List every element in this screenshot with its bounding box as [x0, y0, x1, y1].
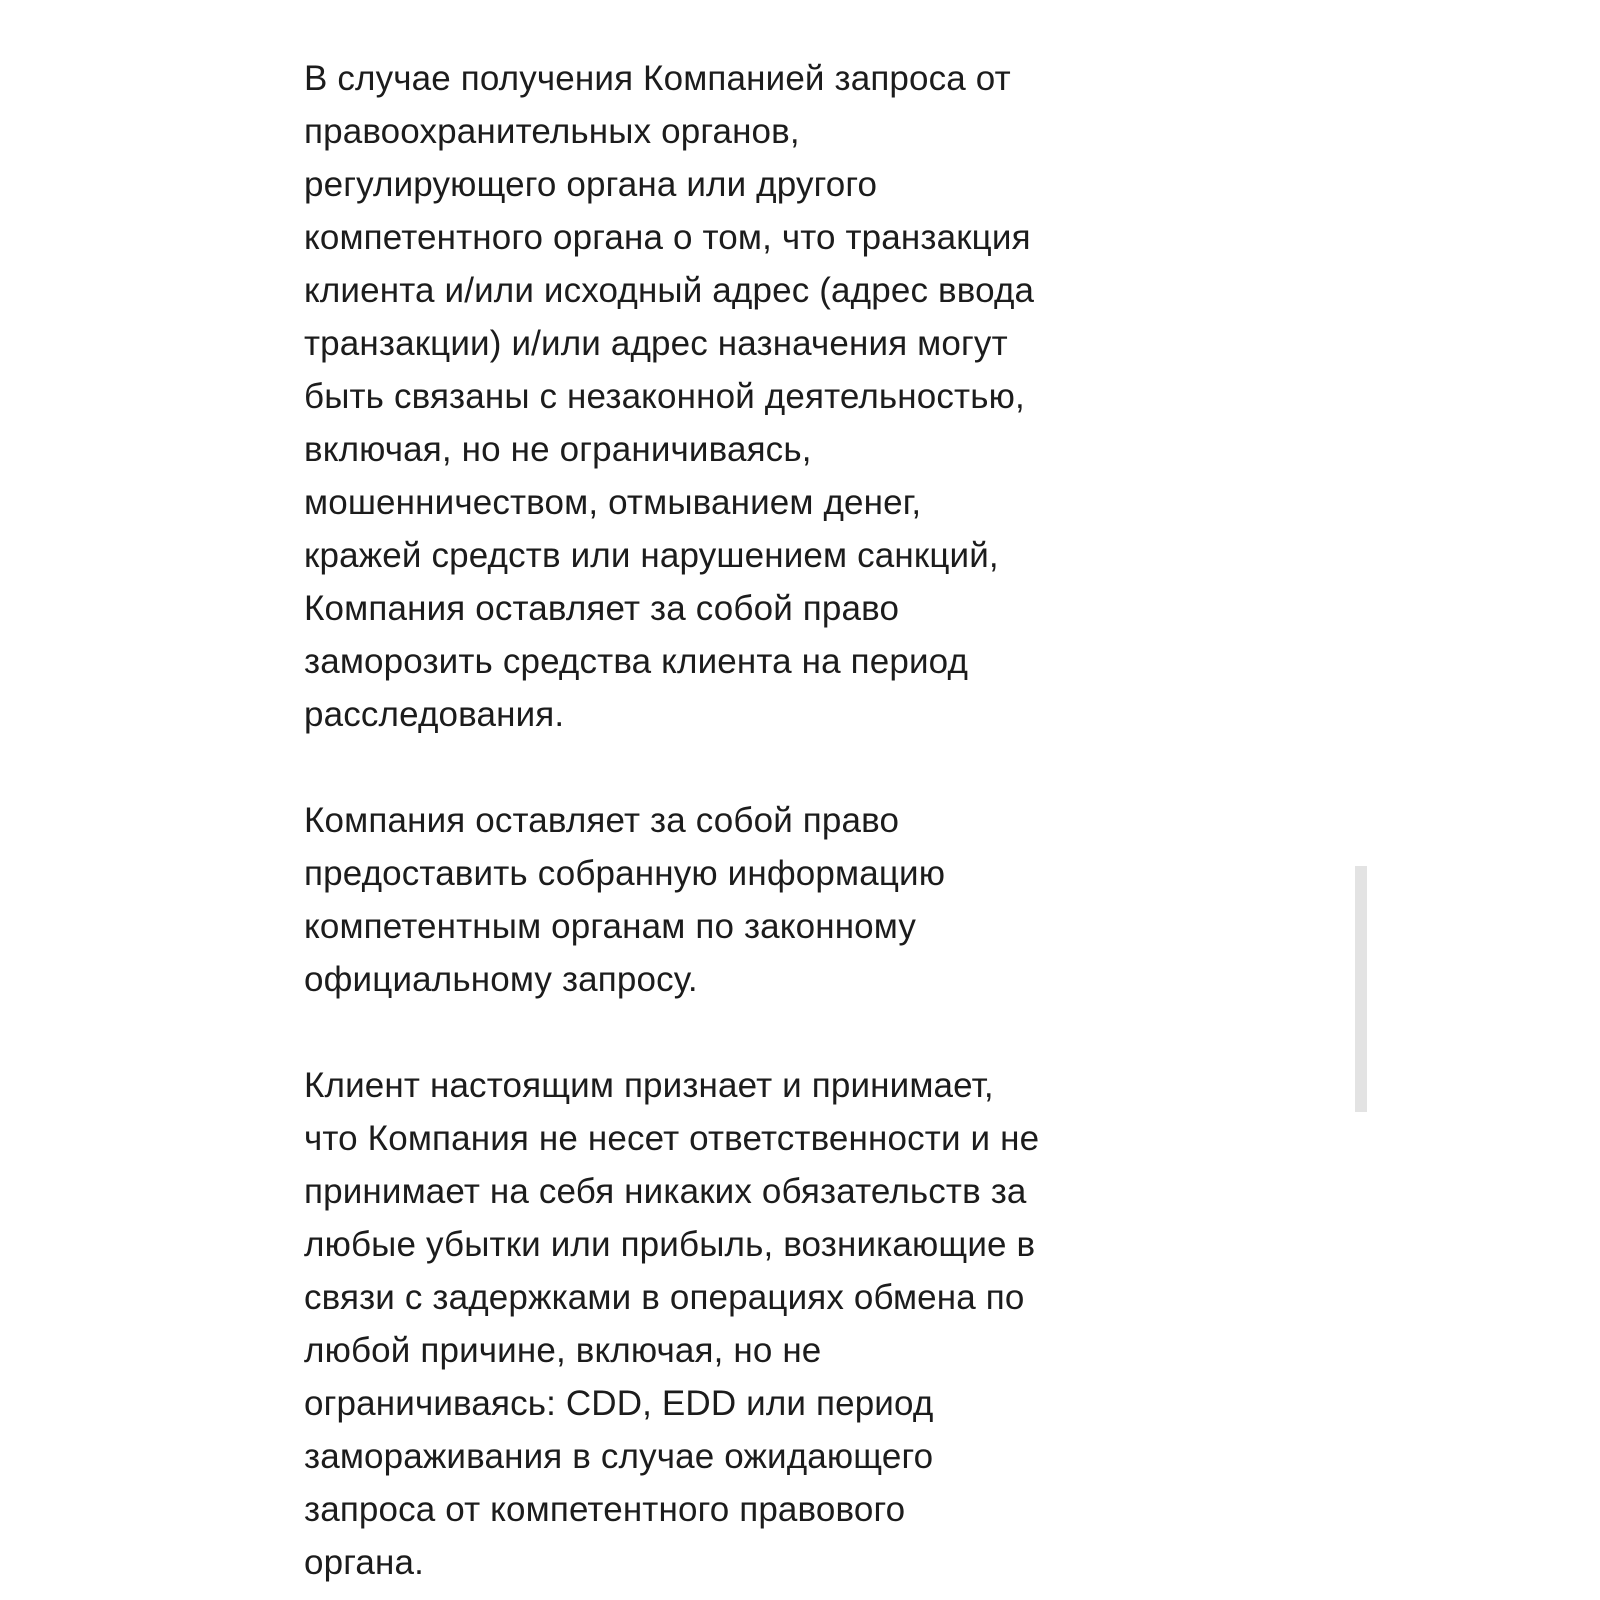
paragraph-spacer	[304, 1006, 1144, 1059]
text-line: расследования.	[304, 695, 565, 734]
document-body	[304, 52, 1144, 1589]
text-line: связи с задержками в операциях обмена по	[304, 1278, 1025, 1317]
text-line: органа.	[304, 1543, 424, 1582]
paragraph-provide-information	[304, 794, 1144, 1006]
text-line: Клиент настоящим признает и принимает,	[304, 1066, 994, 1105]
text-line: В случае получения Компанией запроса от	[304, 59, 1011, 98]
text-line: компетентного органа о том, что транзакция	[304, 218, 1031, 257]
text-line: Компания оставляет за собой право	[304, 589, 900, 628]
text-line: любые убытки или прибыль, возникающие в	[304, 1225, 1036, 1264]
text-line: официальному запросу.	[304, 960, 698, 999]
text-line: включая, но не ограничиваясь,	[304, 430, 812, 469]
text-line: замораживания в случае ожидающего	[304, 1437, 934, 1476]
text-line: регулирующего органа или другого	[304, 165, 878, 204]
text-line: ограничиваясь: CDD, EDD или период	[304, 1384, 934, 1423]
text-line: компетентным органам по законному	[304, 907, 917, 946]
text-line: принимает на себя никаких обязательств за	[304, 1172, 1027, 1211]
paragraph-freeze-funds	[304, 52, 1144, 741]
text-line: мошенничеством, отмыванием денег,	[304, 483, 922, 522]
text-line: правоохранительных органов,	[304, 112, 800, 151]
paragraph-liability	[304, 1059, 1144, 1589]
text-line: заморозить средства клиента на период	[304, 642, 969, 681]
paragraph-spacer	[304, 741, 1144, 794]
text-line: запроса от компетентного правового	[304, 1490, 906, 1529]
text-line: транзакции) и/или адрес назначения могут	[304, 324, 1008, 363]
text-line: кражей средств или нарушением санкций,	[304, 536, 999, 575]
text-line: что Компания не несет ответственности и не	[304, 1119, 1040, 1158]
text-line: Компания оставляет за собой право	[304, 801, 900, 840]
text-line: любой причине, включая, но не	[304, 1331, 822, 1370]
text-line: клиента и/или исходный адрес (адрес ввода	[304, 271, 1035, 310]
text-line: быть связаны с незаконной деятельностью,	[304, 377, 1025, 416]
text-line: предоставить собранную информацию	[304, 854, 946, 893]
scrollbar-thumb[interactable]	[1355, 866, 1367, 1112]
